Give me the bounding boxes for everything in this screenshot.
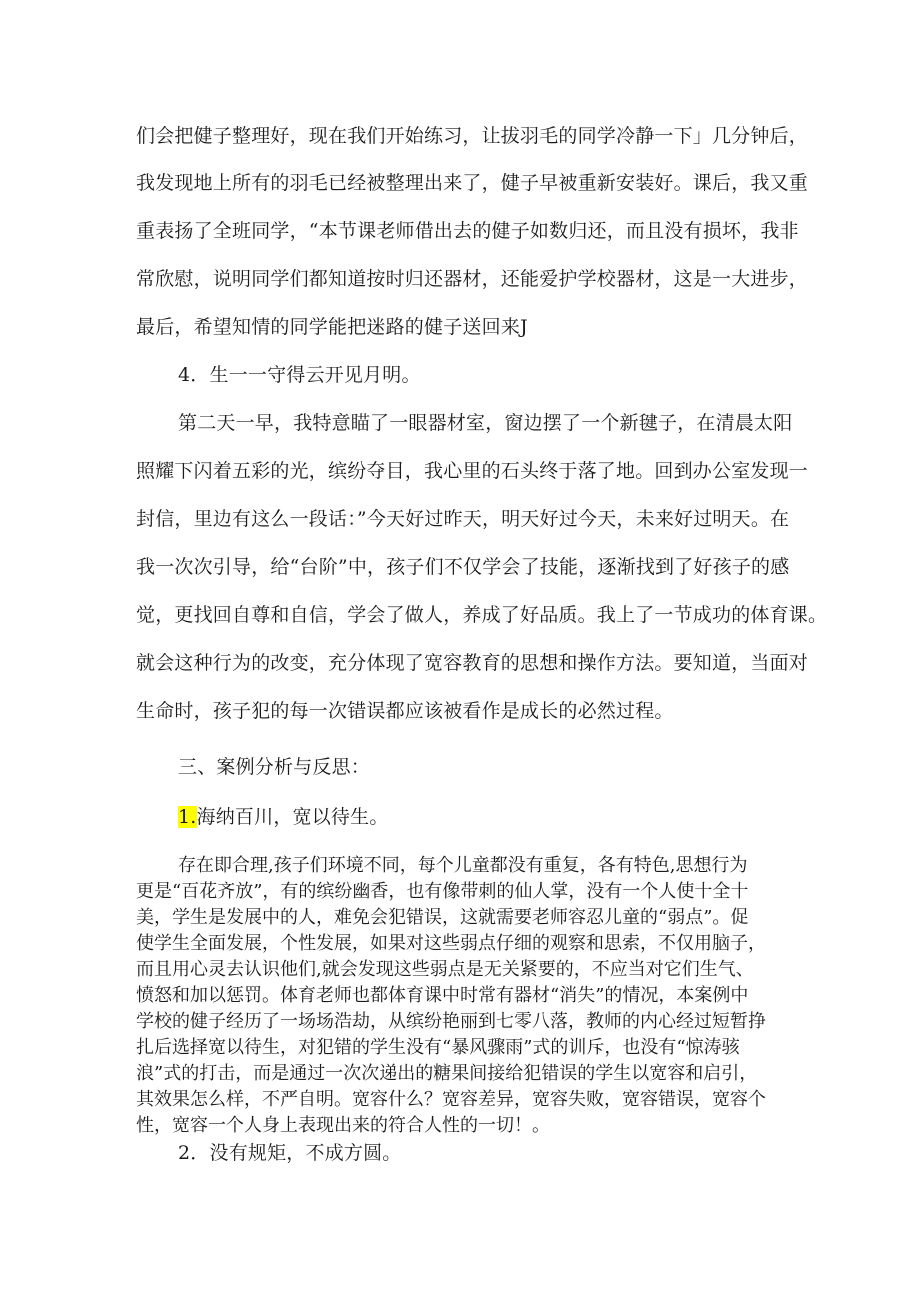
item-1-text: 海纳百川，宽以待生。	[196, 806, 389, 828]
paragraph-line: 们会把健子整理好，现在我们开始练习，让拔羽毛的同学冷静一下」几分钟后，	[136, 125, 809, 147]
paragraph-line: 更是“百花齐放”，有的缤纷幽香，也有像带刺的仙人掌，没有一个人使十全十	[136, 881, 749, 902]
paragraph-line: 第二天一早，我特意瞄了一眼器材室，窗边摆了一个新毽子，在清晨太阳	[178, 412, 793, 434]
paragraph-line: 最后，希望知情的同学能把迷路的健子送回来J	[136, 316, 528, 338]
paragraph-line: 美，学生是发展中的人，难免会犯错误，这就需要老师容忍儿童的“弱点”。促	[136, 907, 749, 928]
paragraph-line: 浪”式的打击，而是通过一次次递出的糖果间接给犯错误的学生以宽容和启引，	[136, 1063, 758, 1084]
paragraph-line: 就会这种行为的改变，充分体现了宽容教育的思想和操作方法。要知道，当面对	[136, 652, 809, 674]
paragraph-line: 性，宽容一个人身上表现出来的符合人性的一切！。	[136, 1115, 550, 1136]
paragraph-line: 其效果怎么样，不严自明。宽容什么？宽容差异，宽容失败，宽容错误，宽容个	[136, 1089, 766, 1110]
heading-2: 2．没有规矩，不成方圆。	[178, 1142, 402, 1164]
paragraph-line: 生命时，孩子犯的每一次错误都应该被看作是成长的必然过程。	[136, 700, 674, 722]
heading-4: 4．生一一守得云开见月明。	[178, 364, 421, 386]
paragraph-line: 而且用心灵去认识他们,就会发现这些弱点是无关紧要的，不应当对它们生气、	[136, 959, 754, 980]
paragraph-line: 愤怒和加以惩罚。体育老师也都体育课中时常有器材“消失”的情况，本案例中	[136, 985, 749, 1006]
paragraph-line: 重表扬了全班同学，“本节课老师借出去的健子如数归还，而且没有损坏，我非	[136, 220, 799, 242]
paragraph-line: 扎后选择宽以待生，对犯错的学生没有“暴风骤雨”式的训斥，也没有“惊涛骇	[136, 1037, 740, 1058]
item-1-heading	[178, 805, 826, 829]
paragraph-line: 存在即合理,孩子们环境不同，每个儿童都没有重复，各有特色,思想行为	[178, 855, 748, 876]
highlighted-number: 1.	[178, 806, 197, 828]
paragraph-line: 使学生全面发展，个性发展，如果对这些弱点仔细的观察和思索，不仅用脑子，	[136, 933, 766, 954]
section-heading: 三、案例分析与反思：	[178, 756, 371, 778]
paragraph-line: 常欣慰，说明同学们都知道按时归还器材，还能爱护学校器材，这是一大进步，	[136, 268, 809, 290]
paragraph-line: 觉，更找回自尊和自信，学会了做人，养成了好品质。我上了一节成功的体育课。	[136, 604, 828, 626]
paragraph-line: 我发现地上所有的羽毛已经被整理出来了，健子早被重新安装好。课后，我又重	[136, 172, 809, 194]
paragraph-line: 封信，里边有这么一段话：”今天好过昨天，明天好过今天，未来好过明天。在	[136, 508, 790, 530]
paragraph-line: 照耀下闪着五彩的光，缤纷夺目，我心里的石头终于落了地。回到办公室发现一	[136, 460, 809, 482]
paragraph-line: 我一次次引导，给“台阶”中，孩子们不仅学会了技能，逐渐找到了好孩子的感	[136, 556, 790, 578]
paragraph-line: 学校的健子经历了一场场浩劫，从缤纷艳丽到七零八落，教师的内心经过短暂挣	[136, 1011, 766, 1032]
